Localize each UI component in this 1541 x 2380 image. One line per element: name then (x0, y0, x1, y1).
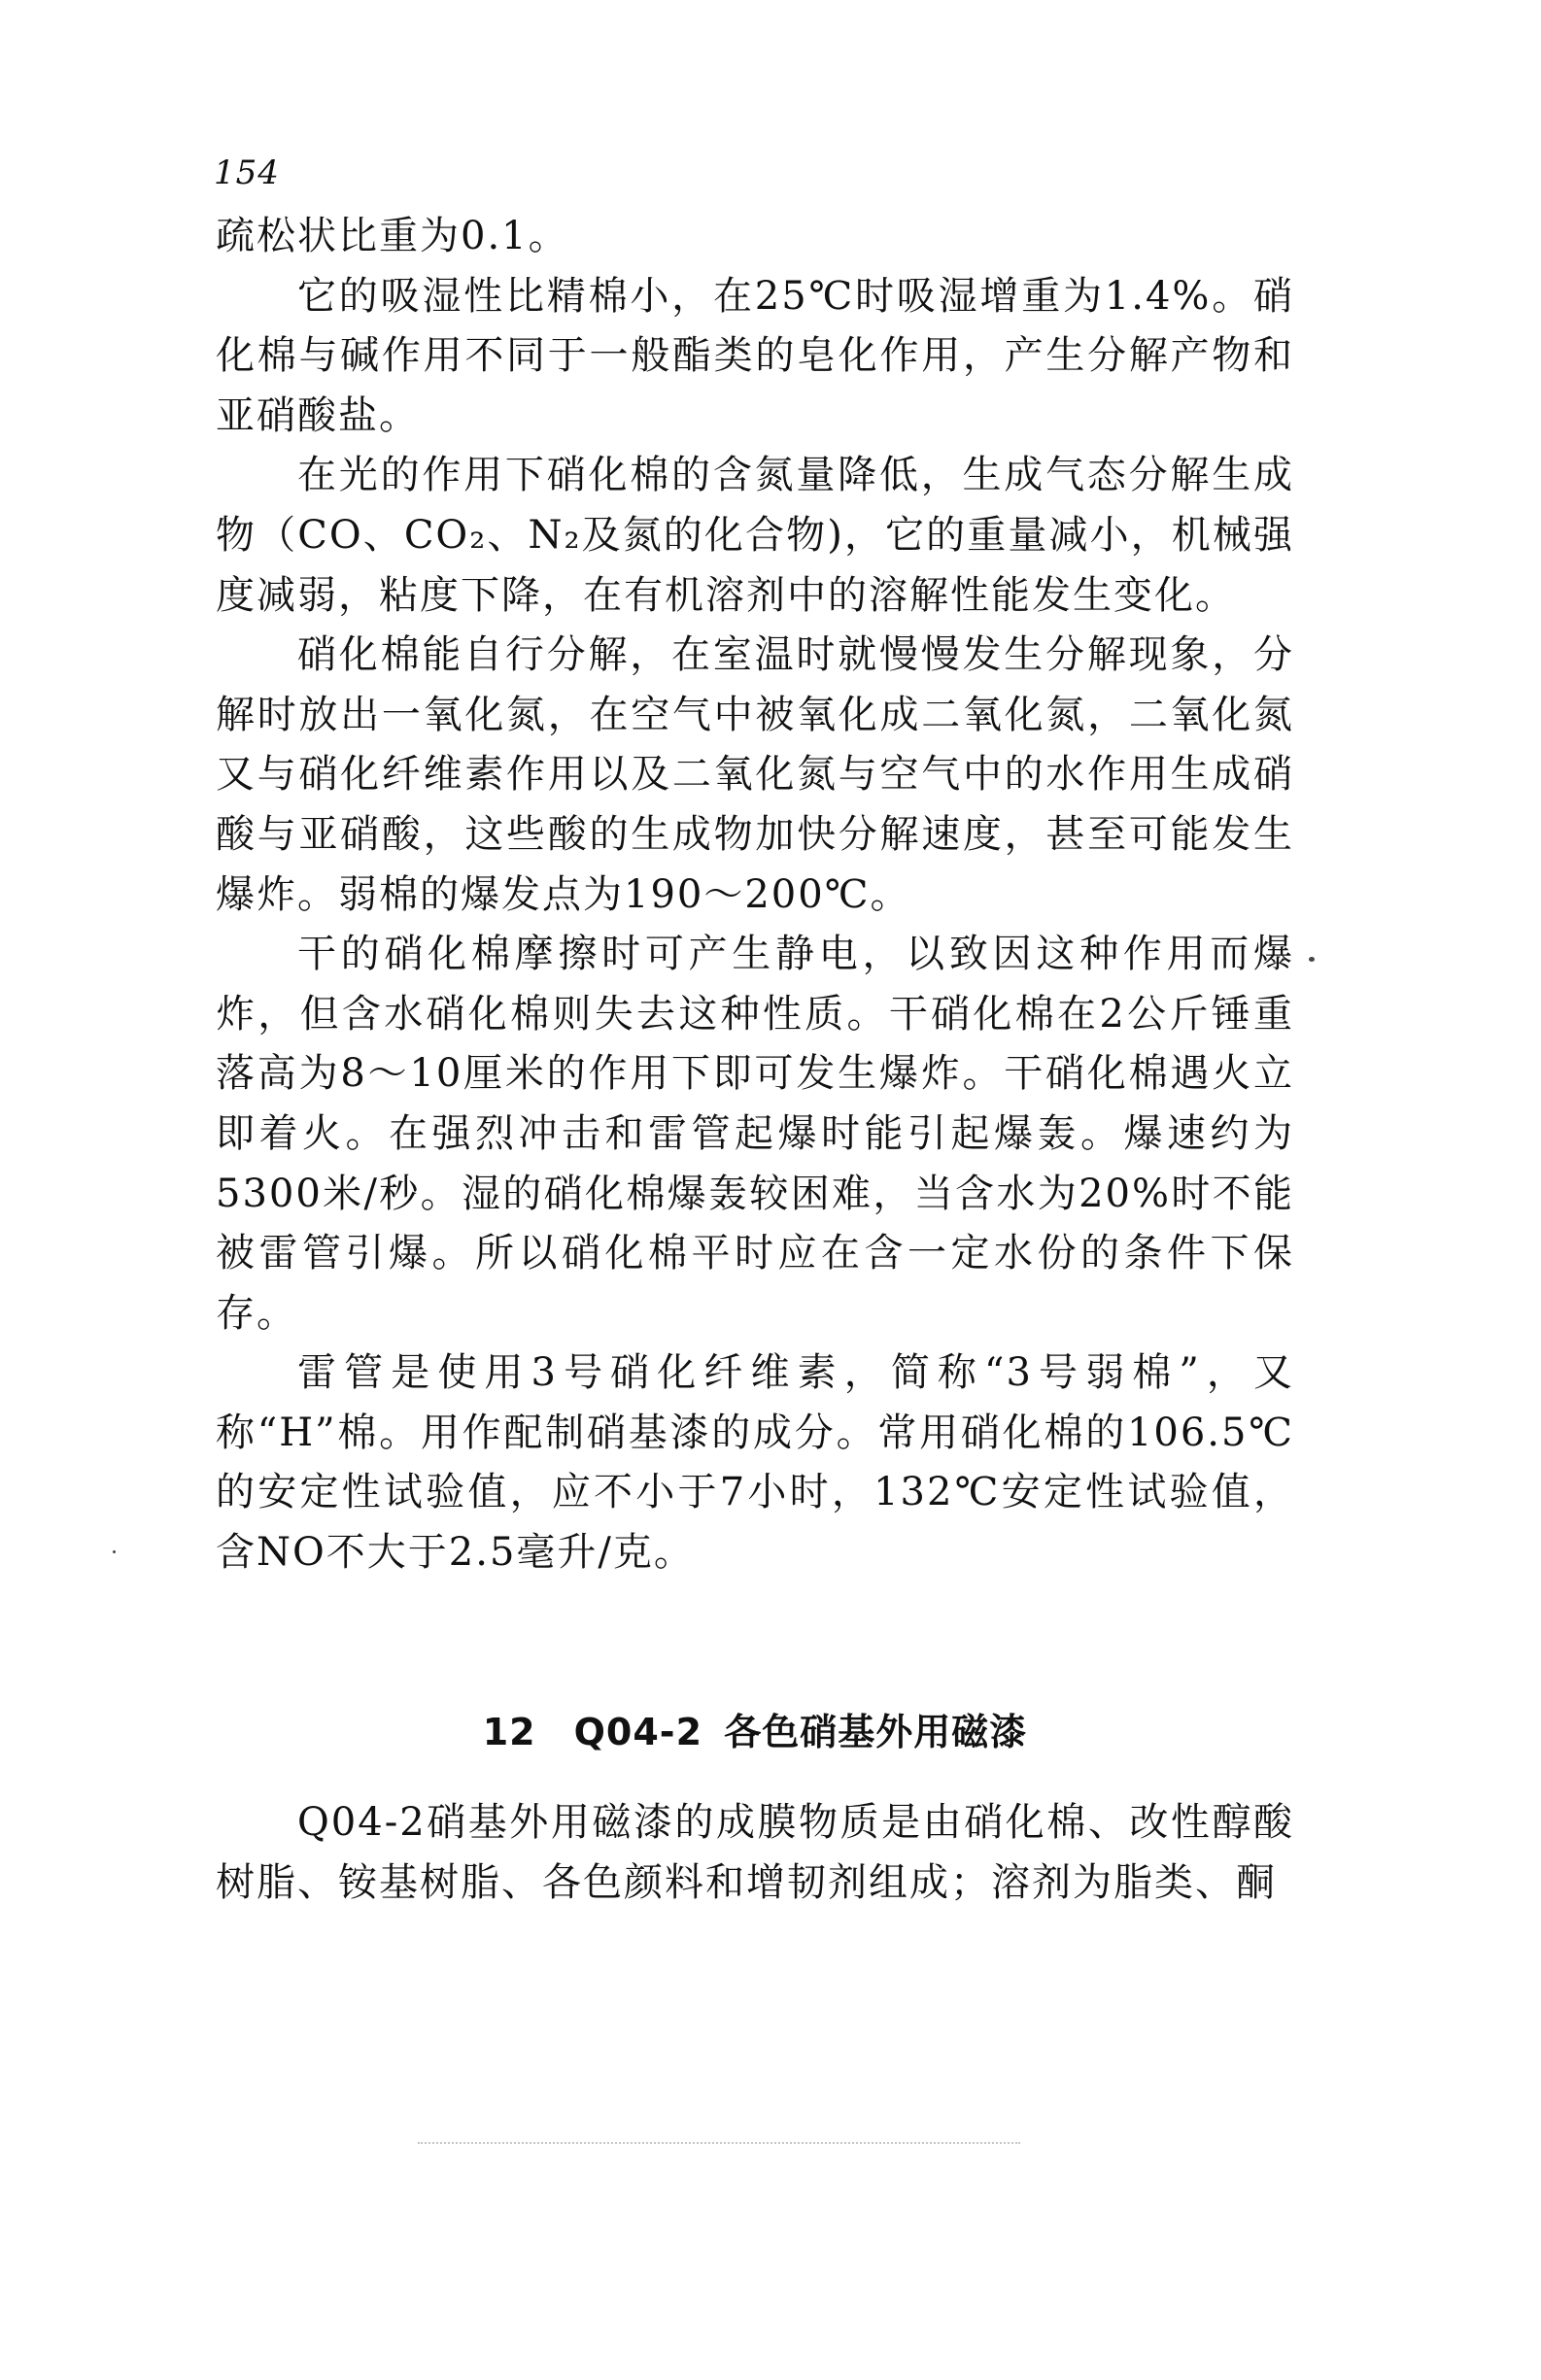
section-body-text (216, 1793, 1294, 1913)
paragraph-0: 疏松状比重为0.1。 (216, 214, 569, 258)
paragraph-3: 硝化棉能自行分解，在室温时就慢慢发生分解现象，分解时放出一氧化氮，在空气中被氧化成二氧化氮，二氧化氮又与硝化纤维素作用以及二氧化氮与空气中的水作用生成硝酸与亚硝酸，这些酸的生成物加快分解速度，甚至可能发生爆炸。弱棉的爆发点为190～200℃。 (216, 632, 1294, 917)
paragraph-1: 它的吸湿性比精棉小，在25℃时吸湿增重为1.4%。硝化棉与碱作用不同于一般酯类的皂化作用，产生分解产物和亚硝酸盐。 (216, 273, 1294, 438)
paragraph-5: 雷管是使用3号硝化纤维素，简称“3号弱棉”，又称“H”棉。用作配制硝基漆的成分。常用硝化棉的106.5℃的安定性试验值，应不小于7小时，132℃安定性试验值，含NO不大于2.5毫升/克。 (216, 1350, 1294, 1576)
paragraph-4: 干的硝化棉摩擦时可产生静电，以致因这种作用而爆炸，但含水硝化棉则失去这种性质。干硝化棉在2公斤锤重落高为8～10厘米的作用下即可发生爆炸。干硝化棉遇火立即着火。在强烈冲击和雷管起爆时能引起爆轰。爆速约为5300米/秒。湿的硝化棉爆轰较困难，当含水为20%时不能被雷管引爆。所以硝化棉平时应在含一定水份的条件下保存。 (216, 932, 1294, 1336)
paragraph-2: 在光的作用下硝化棉的含氮量降低，生成气态分解生成物（CO、CO₂、N₂及氮的化合物)，它的重量减小，机械强度减弱，粘度下降，在有机溶剂中的溶解性能发生变化。 (216, 453, 1294, 618)
section-heading: 12 Q04-2 各色硝基外用磁漆 (482, 1711, 1028, 1753)
section-paragraph-0: Q04-2硝基外用磁漆的成膜物质是由硝化棉、改性醇酸树脂、铵基树脂、各色颜料和增韧剂组成；溶剂为脂类、酮 (216, 1800, 1294, 1905)
scan-dotted-artifact (418, 2142, 1020, 2146)
body-text (216, 207, 1294, 1583)
page-number: 154 (214, 153, 280, 192)
scan-speck (113, 1550, 116, 1553)
scan-speck (1309, 957, 1315, 962)
